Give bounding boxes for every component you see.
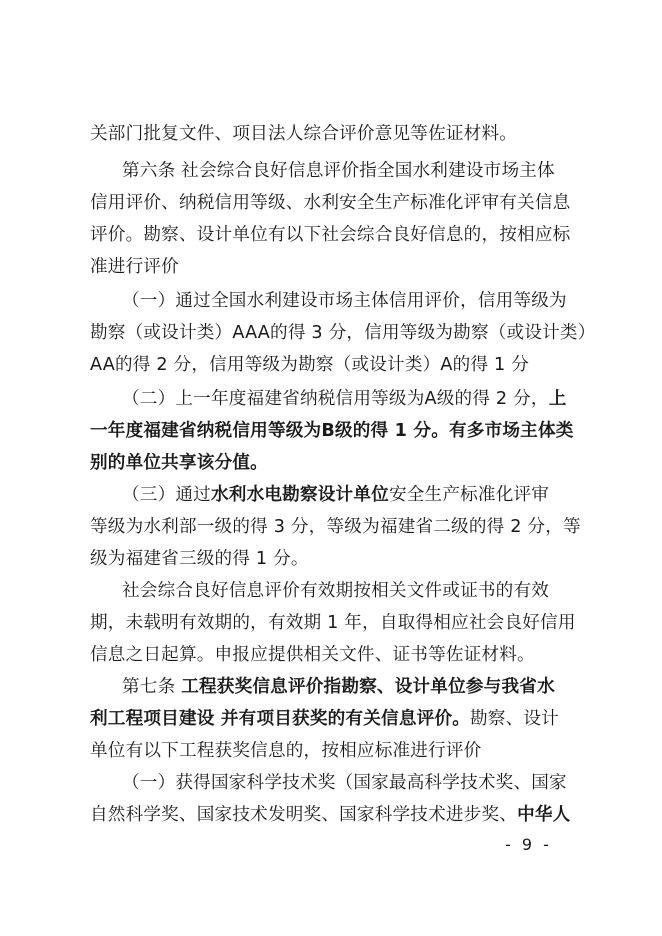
text-line-19 — [90, 708, 568, 730]
text-segment: 评价。勘察、设计单位有以下社会综合良好信息的，按相应标 — [90, 225, 571, 245]
text-segment: 等级为水利部一级的得 3 分，等级为福建省二级的得 2 分，等 — [90, 517, 581, 537]
text-segment: 勘察（或设计类）AAA的得 3 分，信用等级为勘察（或设计类） — [90, 323, 596, 343]
text-segment: 第七条 — [122, 677, 182, 697]
text-line-9 — [122, 388, 568, 410]
text-line-17 — [90, 644, 568, 666]
text-line-12 — [122, 484, 568, 506]
text-segment: 单位有以下工程获奖信息的，按相应标准进行评价 — [90, 741, 482, 761]
text-line-14 — [90, 548, 568, 570]
text-segment: 信用评价、纳税信用等级、水利安全生产标准化评审有关信息 — [90, 193, 571, 213]
text-line-4 — [90, 224, 571, 246]
bold-text-segment: 水利水电勘察设计单位 — [210, 485, 389, 505]
bold-text-segment: 别的单位共享该分值。 — [90, 453, 268, 473]
text-line-13 — [90, 516, 581, 538]
text-segment: 自然科学奖、国家技术发明奖、国家科学技术进步奖、 — [90, 805, 518, 825]
text-segment: 信息之日起算。申报应提供相关文件、证书等佐证材料。 — [90, 645, 535, 665]
text-segment: 安全生产标准化评审 — [388, 485, 550, 505]
bold-text-segment: 一年度福建省纳税信用等级为B级的得 1 分。有多市场主体类 — [90, 421, 574, 441]
text-line-8 — [90, 354, 568, 376]
text-line-16 — [90, 612, 576, 634]
text-segment: 社会综合良好信息评价有效期按相关文件或证书的有效 — [122, 581, 550, 601]
text-segment: 级为福建省三级的得 1 分。 — [90, 549, 309, 569]
text-line-2 — [122, 160, 568, 182]
text-line-15 — [122, 580, 568, 602]
text-line-18 — [122, 676, 568, 698]
text-segment: （一）通过全国水利建设市场主体信用评价，信用等级为 — [122, 291, 567, 311]
text-line-1 — [90, 123, 568, 145]
bold-text-segment: 工程获奖信息评价指勘察、设计单位参与我省水 — [181, 677, 555, 697]
text-line-10 — [90, 420, 574, 442]
text-segment: （三）通过 — [122, 485, 211, 505]
text-segment: 关部门批复文件、项目法人综合评价意见等佐证材料。 — [90, 124, 518, 144]
text-segment: 准进行评价 — [90, 257, 179, 277]
text-segment: （二）上一年度福建省纳税信用等级为A级的得 2 分， — [122, 389, 549, 409]
bold-text-segment: 利工程项目建设 并有项目获奖的有关信息评价。 — [90, 709, 470, 729]
text-line-7 — [90, 322, 596, 344]
text-segment: （一）获得国家科学技术奖（国家最高科学技术奖、国家 — [122, 773, 567, 793]
text-segment: AA的得 2 分，信用等级为勘察（或设计类）A的得 1 分 — [90, 355, 530, 375]
text-segment: 勘察、设计 — [470, 709, 559, 729]
text-line-6 — [122, 290, 568, 312]
bold-text-segment: 中华人 — [517, 805, 571, 825]
text-segment: 期，未载明有效期的，有效期 1 年，自取得相应社会良好信用 — [90, 613, 576, 633]
text-line-20 — [90, 740, 568, 762]
text-line-3 — [90, 192, 571, 214]
text-line-22 — [90, 804, 571, 826]
text-line-11 — [90, 452, 568, 474]
text-segment: 第六条 社会综合良好信息评价指全国水利建设市场主体 — [122, 161, 555, 181]
text-line-5 — [90, 256, 568, 278]
page-number: - 9 - — [505, 835, 552, 854]
text-line-21 — [122, 772, 568, 794]
bold-text-segment: 上 — [548, 389, 567, 409]
